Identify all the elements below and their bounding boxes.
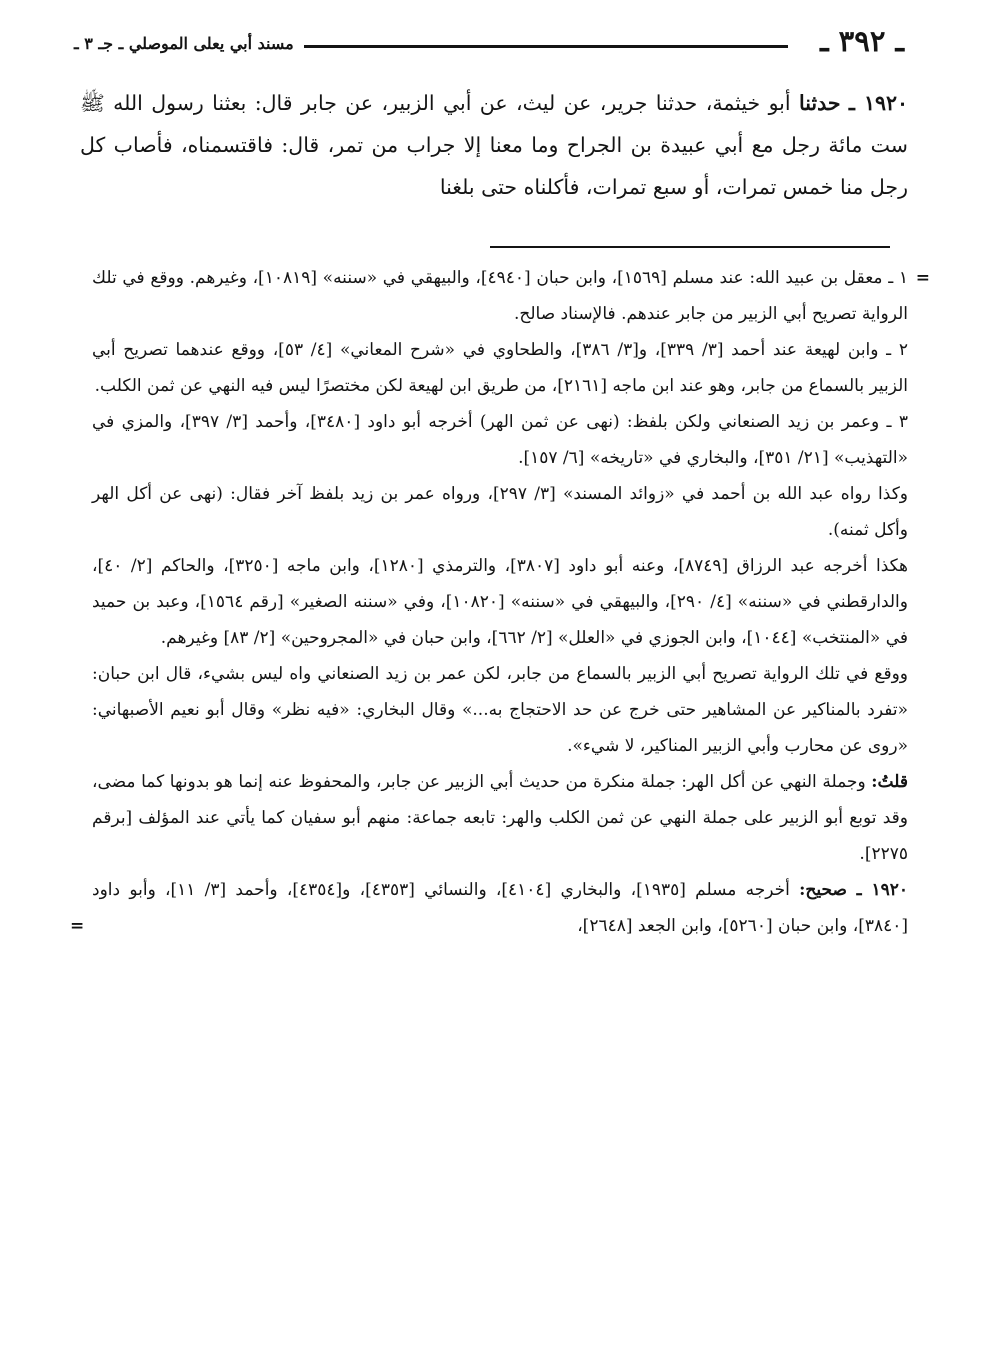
note-para-4: وكذا رواه عبد الله بن أحمد في «زوائد المسند» [٣/ ٢٩٧]، ورواه عمر بن زيد بلفظ آخر فقال: (نهى عن أكل الهر وأكل ثمنه).	[92, 484, 908, 540]
footnote-separator	[490, 246, 890, 248]
book-title: مسند أبي يعلى الموصلي ـ جـ ٣ ـ	[74, 34, 294, 53]
note-1	[92, 260, 930, 332]
running-header	[74, 22, 904, 60]
end-continuation-mark: =	[70, 916, 85, 936]
note-para-5: هكذا أخرجه عبد الرزاق [٨٧٤٩]، وعنه أبو داود [٣٨٠٧]، والترمذي [١٢٨٠]، وابن ماجه [٣٢٥٠]، والحاكم [٢/ ٤٠]، والدارقطني في «سننه» [٤/ ٢٩٠]، والبيهقي في «سننه» [١٠٨٢٠]، وفي «سننه الصغير» [رقم ١٥٦٤]، وعبد بن حميد في «المنتخب» [١٠٤٤]، وابن الجوزي في «العلل» [٢/ ٦٦٢]، وابن حبان في «المجروحين» [٢/ ٨٣] وغيرهم.	[92, 556, 908, 648]
hadith-opening: حدثنا	[798, 91, 841, 115]
note-para-6: ووقع في تلك الرواية تصريح أبي الزبير بالسماع من جابر، لكن عمر بن زيد الصنعاني واه ليس بشيء، قال ابن حبان: «تفرد بالمناكير عن المشاهير حتى خرج عن حد الاحتجاج به...» وقال البخاري: «فيه نظر» وقال أبو نعيم الأصبهاني: «روى عن محارب وأبي الزبير المناكير، لا شيء».	[92, 664, 908, 756]
note-1-text: ١ ـ معقل بن عبيد الله: عند مسلم [١٥٦٩]، وابن حبان [٤٩٤٠]، والبيهقي في «سننه» [١٠٨١٩]، وغيرهم. ووقع في تلك الرواية تصريح أبي الزبير من جابر عندهم. فالإسناد صالح.	[92, 268, 909, 324]
continuation-mark: =	[915, 268, 930, 288]
note-2: ٢ ـ وابن لهيعة عند أحمد [٣/ ٣٣٩]، و[٣/ ٣٨٦]، والطحاوي في «شرح المعاني» [٤/ ٥٣]، ووقع عندهما تصريح أبي الزبير بالسماع من جابر، وهو عند ابن ماجه [٢١٦١]، من طريق ابن لهيعة لكن مختصرًا ليس فيه النهي عن ثمن الكلب.	[92, 340, 908, 396]
qultu-paragraph	[92, 764, 908, 872]
hadith-text	[80, 82, 908, 208]
note-3: ٣ ـ وعمر بن زيد الصنعاني ولكن بلفظ: (نهى عن ثمن الهر) أخرجه أبو داود [٣٤٨٠]، وأحمد [٣/ ٣٩٧]، والمزي في «التهذيب» [٢١/ ٣٥١]، والبخاري في «تاريخه» [٦/ ١٥٧].	[92, 412, 908, 468]
hadith-number: ١٩٢٠ ـ	[848, 91, 908, 115]
page-number: ـ ٣٩٢ ـ	[820, 24, 904, 58]
takhrij-label: ١٩٢٠ ـ صحيح:	[799, 880, 908, 900]
qultu-text: وجملة النهي عن أكل الهر: جملة منكرة من حديث أبي الزبير عن جابر، والمحفوظ عنه إنما هو بدونها كما مضى، وقد توبع أبو الزبير على جملة النهي عن ثمن الكلب والهر: تابعه جماعة: منهم أبو سفيان كما يأتي عند المؤلف [برقم ٢٢٧٥].	[92, 772, 908, 864]
takhrij-paragraph	[70, 872, 908, 944]
qultu-label: قلتُ:	[871, 772, 908, 792]
footnotes	[70, 260, 930, 944]
hadith-paragraph	[80, 82, 908, 208]
hadith-body: أبو خيثمة، حدثنا جرير، عن ليث، عن أبي الزبير، عن جابر قال: بعثنا رسول الله ﷺ ست مائة رجل مع أبي عبيدة بن الجراح وما معنا إلا جراب من تمر، قال: فاقتسمناه، فأصاب كل رجل منا خمس تمرات، أو سبع تمرات، فأكلناه حتى بلغنا	[80, 91, 908, 199]
takhrij-text: أخرجه مسلم [١٩٣٥]، والبخاري [٤١٠٤]، والنسائي [٤٣٥٣]، و[٤٣٥٤]، وأحمد [٣/ ١١]، وأبو داود [٣٨٤٠]، وابن حبان [٥٢٦٠]، وابن الجعد [٢٦٤٨]،	[92, 880, 908, 936]
header-rule	[304, 45, 788, 48]
